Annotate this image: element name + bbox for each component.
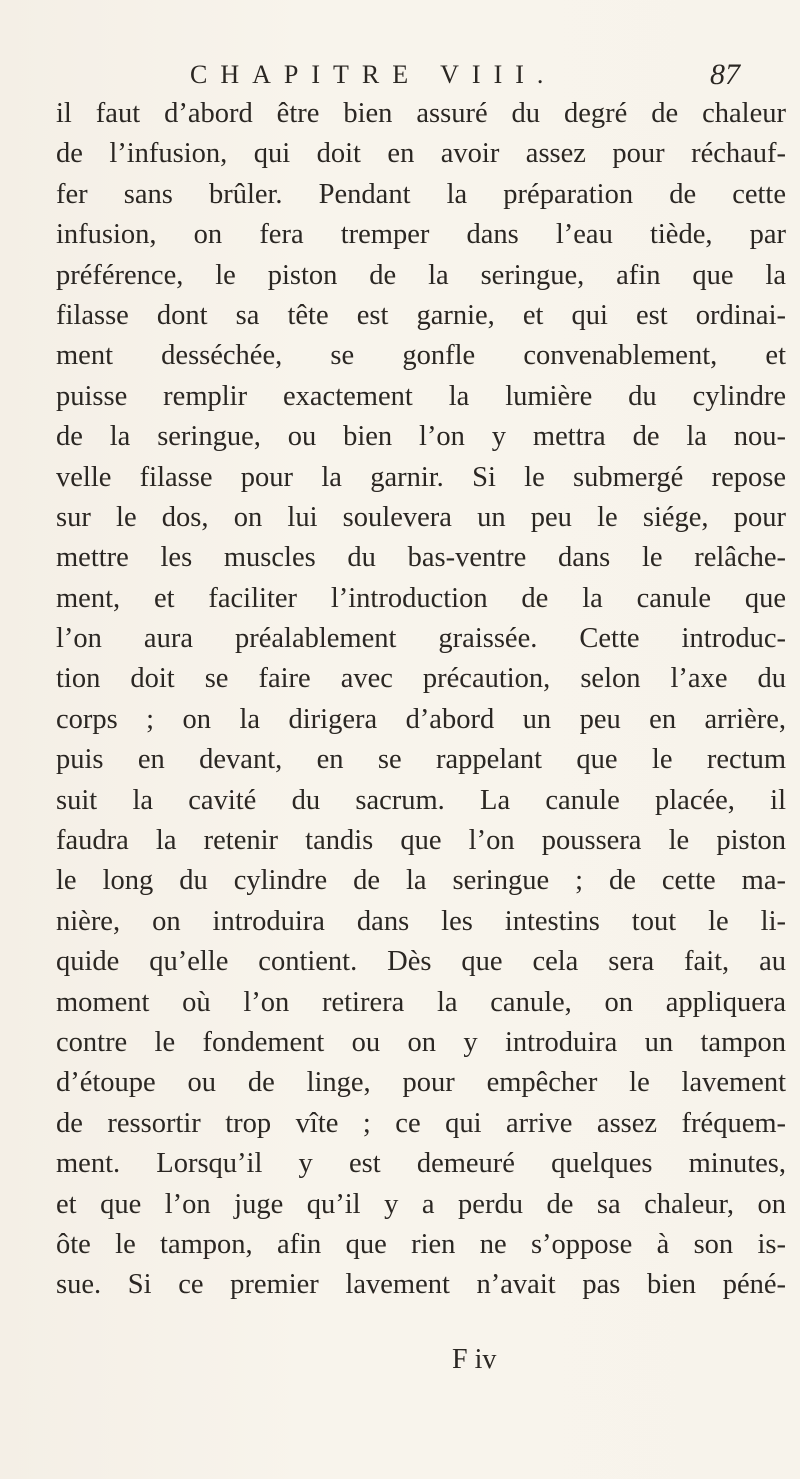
text-line: de ressortir trop vîte ; ce qui arrive assez fréquem- (56, 1107, 786, 1139)
page-number: 87 (710, 58, 740, 91)
signature-mark: F iv (452, 1344, 497, 1375)
text-line: ment desséchée, se gonfle convenablement, et (56, 340, 786, 372)
text-line: ment, et faciliter l’introduction de la canule que (56, 582, 786, 614)
body-text (56, 94, 786, 1306)
text-line: le long du cylindre de la seringue ; de cette ma- (56, 865, 786, 897)
text-line: sur le dos, on lui soulevera un peu le siége, pour (56, 501, 786, 533)
text-line: de l’infusion, qui doit en avoir assez pour réchauf- (56, 138, 786, 170)
text-line: velle filasse pour la garnir. Si le submergé repose (56, 461, 786, 493)
text-line: corps ; on la dirigera d’abord un peu en arrière, (56, 703, 786, 735)
text-line: contre le fondement ou on y introduira un tampon (56, 1026, 786, 1058)
text-line: fer sans brûler. Pendant la préparation de cette (56, 178, 786, 210)
text-line: nière, on introduira dans les intestins tout le li- (56, 905, 786, 937)
text-line: d’étoupe ou de linge, pour empêcher le lavement (56, 1067, 786, 1099)
text-line: il faut d’abord être bien assuré du degré de chaleur (56, 98, 786, 129)
text-line: et que l’on juge qu’il y a perdu de sa chaleur, on (56, 1188, 786, 1220)
text-line: puisse remplir exactement la lumière du cylindre (56, 380, 786, 412)
text-line: mettre les muscles du bas-ventre dans le relâche- (56, 542, 786, 574)
text-line: filasse dont sa tête est garnie, et qui est ordinai- (56, 299, 786, 331)
text-line: l’on aura préalablement graissée. Cette introduc- (56, 623, 786, 655)
text-line: faudra la retenir tandis que l’on poussera le piston (56, 825, 786, 857)
text-line: suit la cavité du sacrum. La canule placée, il (56, 784, 786, 816)
text-line: quide qu’elle contient. Dès que cela sera fait, au (56, 946, 786, 978)
text-line: préférence, le piston de la seringue, afin que la (56, 259, 786, 291)
running-head: CHAPITRE VIII. (190, 60, 557, 89)
text-line: tion doit se faire avec précaution, selon l’axe du (56, 663, 786, 695)
text-line: sue. Si ce premier lavement n’avait pas bien péné- (56, 1269, 786, 1301)
text-line: ment. Lorsqu’il y est demeuré quelques minutes, (56, 1148, 786, 1180)
text-line: de la seringue, ou bien l’on y mettra de la nou- (56, 421, 786, 453)
text-line: infusion, on fera tremper dans l’eau tiède, par (56, 219, 786, 251)
text-line: puis en devant, en se rappelant que le rectum (56, 744, 786, 776)
text-line: ôte le tampon, afin que rien ne s’oppose à son is- (56, 1228, 786, 1260)
text-line: moment où l’on retirera la canule, on appliquera (56, 986, 786, 1018)
